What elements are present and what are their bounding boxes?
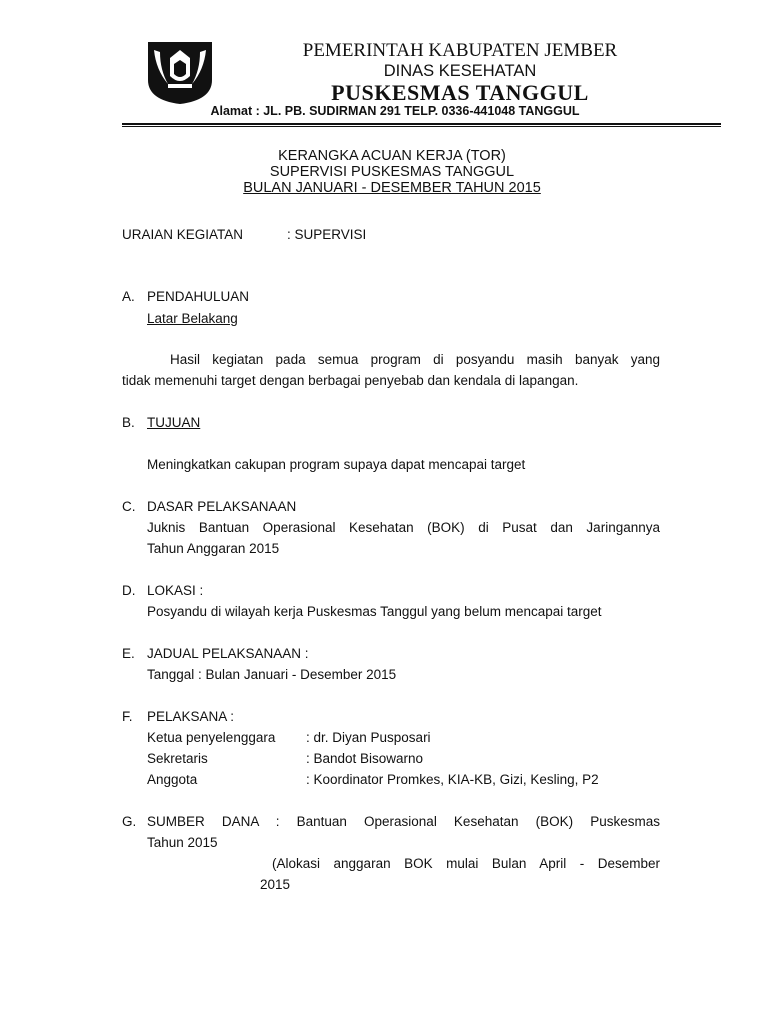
pelaksana-value: : Koordinator Promkes, KIA-KB, Gizi, Kesling, P2 <box>306 772 599 787</box>
section-a-paragraph-line1: Hasil kegiatan pada semua program di posyandu masih banyak yang <box>170 352 660 367</box>
section-g-line2: Tahun 2015 <box>147 835 218 850</box>
pelaksana-role: Ketua penyelenggara <box>147 730 276 745</box>
section-e-heading: JADUAL PELAKSANAAN : <box>147 646 309 661</box>
letterhead-rule-thin <box>122 126 721 127</box>
document-title: KERANGKA ACUAN KERJA (TOR) <box>278 148 506 164</box>
section-d-heading: LOKASI : <box>147 583 204 598</box>
section-b-text: Meningkatkan cakupan program supaya dapat mencapai target <box>147 457 526 472</box>
letterhead-address: Alamat : JL. PB. SUDIRMAN 291 TELP. 0336-441048 TANGGUL <box>210 104 580 118</box>
uraian-label: URAIAN KEGIATAN <box>122 227 244 242</box>
uraian-value: : SUPERVISI <box>287 227 367 242</box>
section-a-letter: A. <box>122 289 135 304</box>
letterhead-government: PEMERINTAH KABUPATEN JEMBER <box>302 40 618 61</box>
section-e-letter: E. <box>122 646 135 661</box>
pelaksana-value: : Bandot Bisowarno <box>306 751 424 766</box>
section-d-letter: D. <box>122 583 136 598</box>
pelaksana-role: Sekretaris <box>147 751 208 766</box>
section-a-subheading: Latar Belakang <box>147 311 238 326</box>
document-period: BULAN JANUARI - DESEMBER TAHUN 2015 <box>243 180 541 196</box>
section-c-heading: DASAR PELAKSANAAN <box>147 499 297 514</box>
section-g-letter: G. <box>122 814 137 829</box>
section-b-heading: TUJUAN <box>147 415 201 430</box>
section-a-paragraph-line2: tidak memenuhi target dengan berbagai penyebab dan kendala di lapangan. <box>122 373 579 388</box>
section-g-note-line2: 2015 <box>260 877 291 892</box>
section-a-heading: PENDAHULUAN <box>147 289 250 304</box>
section-c-line1: Juknis Bantuan Operasional Kesehatan (BOK) di Pusat dan Jaringannya <box>147 520 660 535</box>
document-period-wrap <box>122 180 662 197</box>
section-b-letter: B. <box>122 415 135 430</box>
pelaksana-role: Anggota <box>147 772 198 787</box>
pelaksana-value: : dr. Diyan Pusposari <box>306 730 431 745</box>
document-subtitle: SUPERVISI PUSKESMAS TANGGUL <box>269 164 515 180</box>
section-f-heading: PELAKSANA : <box>147 709 235 724</box>
section-g-note-line1: (Alokasi anggaran BOK mulai Bulan April - Desember <box>272 856 660 871</box>
section-g-line1: SUMBER DANA : Bantuan Operasional Kesehatan (BOK) Puskesmas <box>147 814 660 829</box>
letterhead-institution: PUSKESMAS TANGGUL <box>331 80 589 105</box>
letterhead-department: DINAS KESEHATAN <box>383 62 537 80</box>
letterhead-rule-thick <box>122 123 721 125</box>
section-f-letter: F. <box>122 709 133 724</box>
section-c-line2: Tahun Anggaran 2015 <box>147 541 280 556</box>
section-d-text: Posyandu di wilayah kerja Puskesmas Tanggul yang belum mencapai target <box>147 604 602 619</box>
section-c-letter: C. <box>122 499 136 514</box>
section-e-text: Tanggal : Bulan Januari - Desember 2015 <box>147 667 397 682</box>
jember-regency-emblem <box>146 40 214 106</box>
